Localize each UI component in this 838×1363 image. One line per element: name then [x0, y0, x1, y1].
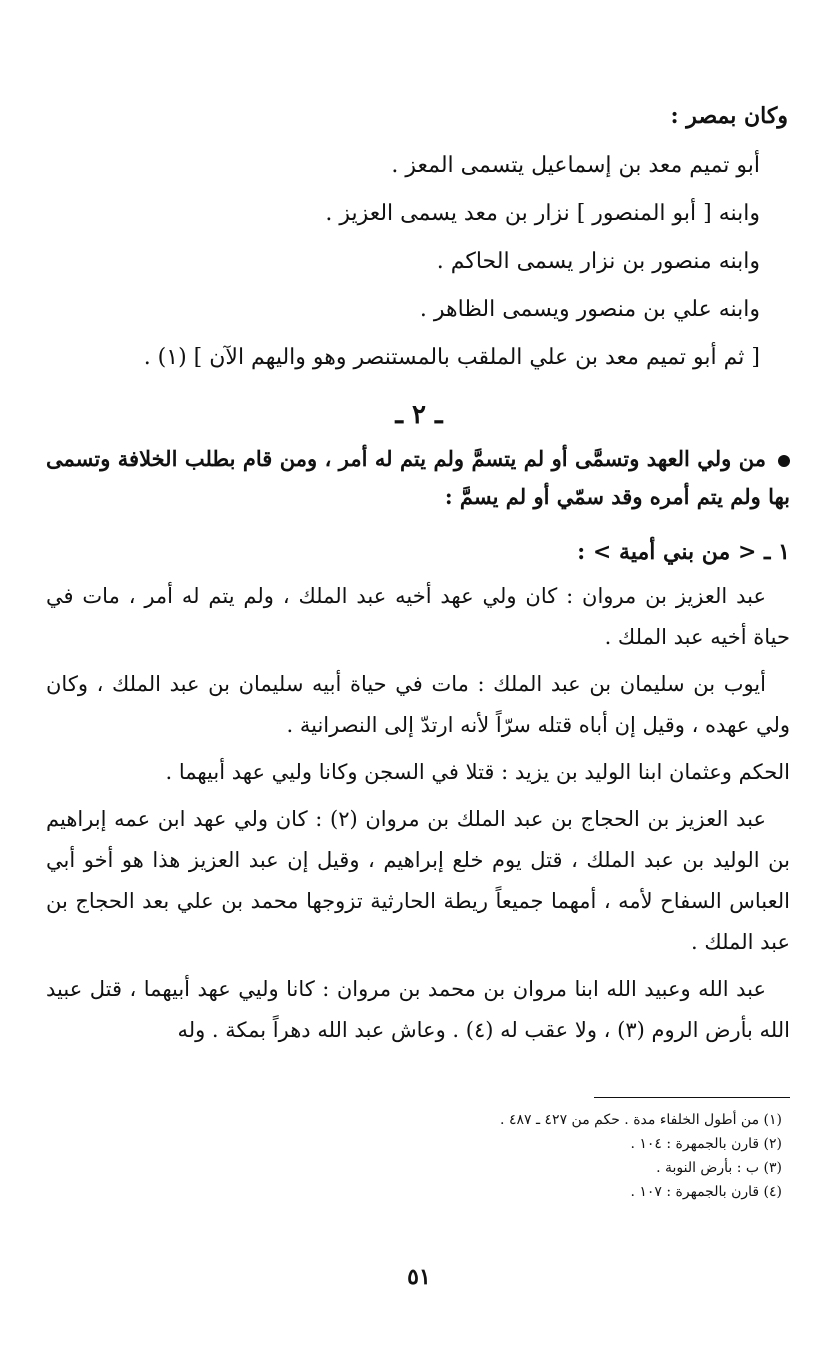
body-text — [46, 576, 790, 1057]
footnote-divider — [594, 1097, 790, 1098]
paragraph: عبد الله وعبيد الله ابنا مروان بن محمد بن مروان : كانا وليي عهد أبيهما ، قتل عبيد الله بأرض الروم (٣) ، ولا عقب له (٤) . وعاش عبد الله دهراً بمكة . وله — [46, 977, 790, 1042]
bullet-icon — [778, 455, 790, 467]
paragraph: الحكم وعثمان ابنا الوليد بن يزيد : قتلا في السجن وكانا وليي عهد أبيهما . — [165, 760, 790, 784]
footnotes — [182, 1108, 782, 1204]
egypt-caliphs-list — [100, 142, 760, 382]
section-title-text: من ولي العهد وتسمَّى أو لم يتسمَّ ولم يتم له أمر ، ومن قام بطلب الخلافة وتسمى بها ولم يتم أمره وقد سمّي أو لم يسمَّ : — [46, 446, 790, 509]
section-number: ـ ٢ ـ — [395, 400, 443, 430]
list-item: وابنه [ أبو المنصور ] نزار بن معد يسمى العزيز . — [325, 201, 760, 226]
list-item: [ ثم أبو تميم معد بن علي الملقب بالمستنصر وهو واليهم الآن ] (١) . — [143, 345, 760, 370]
footnote: (٤) قارن بالجمهرة : ١٠٧ . — [630, 1184, 782, 1200]
list-item: وابنه علي بن منصور ويسمى الظاهر . — [419, 297, 760, 322]
subsection-heading: ١ ـ < من بني أمية > : — [577, 539, 790, 565]
footnote: (١) من أطول الخلفاء مدة . حكم من ٤٢٧ ـ ٤٨٧ . — [500, 1112, 782, 1128]
paragraph: أيوب بن سليمان بن عبد الملك : مات في حياة أبيه سليمان بن عبد الملك ، وكان ولي عهده ، وقيل إن أباه قتله سرّاً لأنه ارتدّ إلى النصرانية . — [46, 672, 790, 737]
list-item: وابنه منصور بن نزار يسمى الحاكم . — [436, 249, 760, 274]
list-item: أبو تميم معد بن إسماعيل يتسمى المعز . — [391, 153, 760, 178]
footnote: (٢) قارن بالجمهرة : ١٠٤ . — [630, 1136, 782, 1152]
egypt-heading: وكان بمصر : — [670, 103, 788, 129]
paragraph: عبد العزيز بن الحجاج بن عبد الملك بن مروان (٢) : كان ولي عهد ابن عمه إبراهيم بن الوليد بن عبد الملك ، قتل يوم خلع إبراهيم ، وقيل إن عبد العزيز هذا هو أخو أبي العباس السفاح لأمه ، أمهما جميعاً ريطة الحارثية تزوجها محمد بن علي بعد الحجاج بن عبد الملك . — [46, 807, 790, 954]
page-number: ٥١ — [407, 1264, 431, 1290]
paragraph: عبد العزيز بن مروان : كان ولي عهد أخيه عبد الملك ، ولم يتم له أمر ، مات في حياة أخيه عبد الملك . — [46, 584, 790, 649]
section-title — [46, 440, 790, 516]
footnote: (٣) ب : بأرض النوبة . — [656, 1160, 782, 1176]
